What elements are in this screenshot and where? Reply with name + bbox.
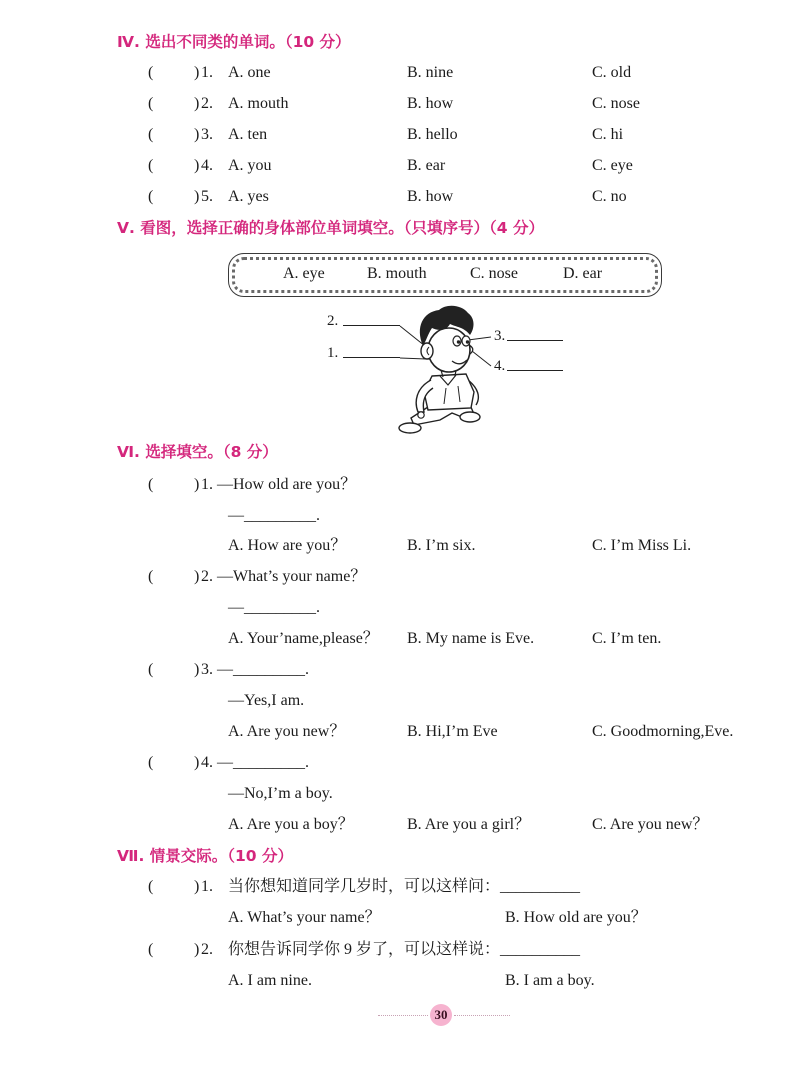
answer-bracket-close: ) [194,661,200,678]
answer-bracket-close: ) [194,476,200,493]
question-row [0,940,800,960]
option-a: A. What’s your name？ [228,909,381,926]
question-row [0,187,800,207]
answer-blank-line [507,340,563,341]
option-a: A. Are you a boy？ [228,816,354,833]
question-row [0,475,800,495]
question-row [0,877,800,897]
option-b: B. ear [407,157,446,174]
answer-bracket-open: ( [148,941,154,958]
options-row [0,971,800,991]
options-row [0,908,800,928]
option-a: A. ten [228,126,268,143]
option-a: A. Your’name,please？ [228,630,379,647]
question-row [0,753,800,773]
dialogue-row [0,784,800,804]
dialogue-line-1: —How old are you？ [217,476,357,493]
option-c: C. no [592,188,627,205]
answer-bracket-close: ) [194,157,200,174]
dialogue-line-2: —_________. [228,599,320,616]
answer-bracket-close: ) [194,126,200,143]
question-row [0,125,800,145]
question-row [0,63,800,83]
section-7-title: Ⅶ. 情景交际。（10 分） [117,847,293,865]
option-c: C. Are you new？ [592,816,709,833]
answer-blank-line [343,325,400,326]
options-row [0,536,800,556]
question-number: 5. [201,188,213,205]
section-6-title: Ⅵ. 选择填空。（8 分） [117,443,278,461]
option-c: C. I’m Miss Li. [592,537,692,554]
answer-bracket-open: ( [148,126,154,143]
pointer-line-4 [472,351,491,366]
option-c: C. old [592,64,632,81]
option-a: A. How are you？ [228,537,347,554]
option-b: B. nine [407,64,454,81]
question-number: 2. [201,95,213,112]
option-b: B. Are you a girl？ [407,816,531,833]
figure-label-3: 3. [494,328,506,344]
dialogue-line-1: —What’s your name？ [217,568,367,585]
answer-bracket-open: ( [148,878,154,895]
boy-shoe [460,412,480,422]
dialogue-row [0,506,800,526]
question-row [0,567,800,587]
option-a: A. mouth [228,95,289,112]
answer-bracket-close: ) [194,188,200,205]
answer-bracket-open: ( [148,95,154,112]
answer-bracket-close: ) [194,878,200,895]
answer-bracket-close: ) [194,95,200,112]
question-number: 1. [201,878,213,895]
word-bank-item: A. eye [283,265,325,282]
option-b: B. How old are you？ [505,909,647,926]
option-b: B. Hi,I’m Eve [407,723,498,740]
answer-bracket-open: ( [148,568,154,585]
option-c: C. Goodmorning,Eve. [592,723,734,740]
figure-label-1: 1. [327,345,339,361]
options-row [0,722,800,742]
word-bank-item: C. nose [470,265,518,282]
option-a: A. I am nine. [228,972,312,989]
figure-label-2: 2. [327,313,339,329]
section-4-title: Ⅳ. 选出不同类的单词。（10 分） [117,33,351,51]
option-c: C. hi [592,126,624,143]
dialogue-line-1: —_________. [217,661,309,678]
option-b: B. how [407,188,454,205]
answer-bracket-open: ( [148,476,154,493]
question-number: 2. [201,568,213,585]
word-bank-item: B. mouth [367,265,427,282]
page-number-rule-left [378,1015,428,1016]
boy-pupil [466,340,469,343]
question-prompt: 当你想知道同学几岁时，可以这样问：__________ [228,878,581,895]
pointer-line-3 [468,337,491,340]
answer-bracket-close: ) [194,64,200,81]
question-number: 4. [201,754,213,771]
option-a: A. yes [228,188,269,205]
options-row [0,815,800,835]
page-number: 30 [434,1007,448,1022]
option-b: B. I’m six. [407,537,476,554]
dialogue-line-1: —_________. [217,754,309,771]
option-a: A. you [228,157,272,174]
question-number: 1. [201,476,213,493]
question-number: 1. [201,64,213,81]
dialogue-line-2: —Yes,I am. [228,692,305,709]
word-bank-item: D. ear [563,265,603,282]
boy-pupil [457,340,460,343]
answer-bracket-open: ( [148,157,154,174]
answer-bracket-open: ( [148,64,154,81]
boy-hand [418,412,424,418]
answer-bracket-open: ( [148,661,154,678]
option-b: B. My name is Eve. [407,630,535,647]
boy-shirt [424,374,474,410]
dialogue-line-2: —_________. [228,507,320,524]
answer-bracket-open: ( [148,188,154,205]
question-number: 4. [201,157,213,174]
dialogue-row [0,691,800,711]
option-c: C. eye [592,157,633,174]
answer-bracket-open: ( [148,754,154,771]
dialogue-row [0,598,800,618]
question-row [0,660,800,680]
option-a: A. one [228,64,271,81]
answer-blank-line [507,370,563,371]
option-c: C. nose [592,95,640,112]
section-5-title: Ⅴ. 看图，选择正确的身体部位单词填空。（只填序号）（4 分） [117,219,544,237]
boy-shoe [399,423,421,433]
answer-blank-line [343,357,400,358]
option-b: B. I am a boy. [505,972,595,989]
figure-label-4: 4. [494,358,506,374]
answer-bracket-close: ) [194,941,200,958]
options-row [0,629,800,649]
question-prompt: 你想告诉同学你 9 岁了，可以这样说：__________ [228,941,581,958]
question-number: 2. [201,941,213,958]
option-a: A. Are you new？ [228,723,346,740]
question-row [0,156,800,176]
answer-bracket-close: ) [194,568,200,585]
question-number: 3. [201,661,213,678]
dialogue-line-2: —No,I’m a boy. [228,785,333,802]
page-number-rule-right [454,1015,510,1016]
answer-bracket-close: ) [194,754,200,771]
question-row [0,94,800,114]
option-b: B. hello [407,126,458,143]
option-c: C. I’m ten. [592,630,662,647]
boy-face [428,328,470,372]
option-b: B. how [407,95,454,112]
question-number: 3. [201,126,213,143]
